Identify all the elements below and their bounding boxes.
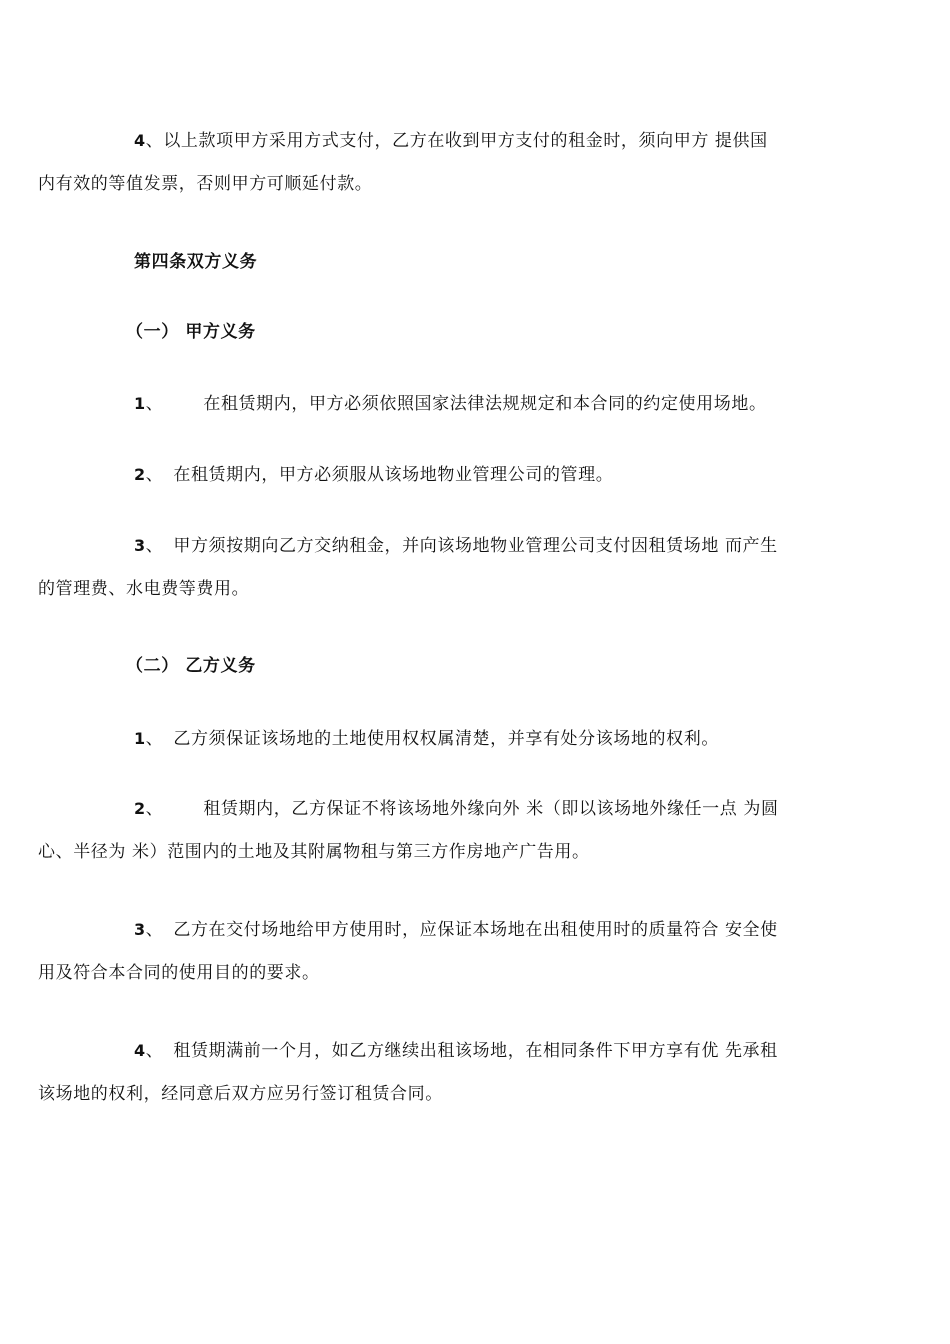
clause-text: 在租赁期内，甲方必须服从该场地物业管理公司的管理。 [173, 465, 614, 485]
party-b-obligations-heading: （二） 乙方义务 [126, 656, 256, 676]
party-b-item-2-line1 [86, 787, 866, 831]
party-b-item-3-line2: 用及符合本合同的使用目的的要求。 [38, 963, 320, 983]
party-a-item-1 [86, 382, 866, 426]
payment-clause-4-line1 [86, 119, 866, 163]
party-a-item-3-line2: 的管理费、水电费等费用。 [38, 579, 250, 599]
party-b-item-1-line [86, 717, 866, 761]
clause-separator: 、 [145, 394, 164, 414]
clause-text: 乙方须保证该场地的土地使用权权属清楚，并享有处分该场地的权利。 [173, 729, 719, 749]
clause-separator: 、 [145, 920, 164, 940]
clause-separator: 、 [145, 1041, 164, 1061]
party-b-item-2 [38, 787, 866, 874]
clause-number: 4 [134, 131, 146, 150]
party-b-item-3-line1 [86, 908, 866, 952]
party-a-obligations-heading: （一） 甲方义务 [126, 322, 256, 342]
clause-number: 1 [134, 729, 146, 748]
clause-text: 甲方须按期向乙方交纳租金，并向该场地物业管理公司支付因租赁场地 而产生 [173, 536, 778, 556]
party-a-item-1-line [86, 382, 866, 426]
clause-number: 3 [134, 920, 146, 939]
party-b-item-2-line2: 心、半径为 米）范围内的土地及其附属物租与第三方作房地产广告用。 [38, 842, 590, 862]
party-a-item-3 [38, 524, 866, 611]
party-a-item-2-line [86, 453, 866, 497]
clause-separator: 、 [145, 465, 164, 485]
clause-text: 租赁期满前一个月，如乙方继续出租该场地，在相同条件下甲方享有优 先承租 [173, 1041, 778, 1061]
party-b-item-4-line1 [86, 1029, 866, 1073]
party-b-item-1 [86, 717, 866, 761]
clause-separator: 、 [145, 799, 164, 819]
payment-clause-4-line2: 内有效的等值发票，否则甲方可顺延付款。 [38, 174, 373, 194]
clause-number: 2 [134, 799, 146, 818]
clause-number: 1 [134, 394, 146, 413]
party-b-item-4-line2: 该场地的权利，经同意后双方应另行签订租赁合同。 [38, 1084, 443, 1104]
clause-text: 乙方在交付场地给甲方使用时，应保证本场地在出租使用时的质量符合 安全使 [173, 920, 778, 940]
payment-clause-4 [38, 119, 866, 206]
clause-separator: 、 [145, 536, 164, 556]
party-b-item-3 [38, 908, 866, 995]
party-b-item-4 [38, 1029, 866, 1116]
article-4-heading: 第四条双方义务 [134, 252, 258, 272]
party-a-item-3-line1 [86, 524, 866, 568]
clause-text: 租赁期内，乙方保证不将该场地外缘向外 米（即以该场地外缘任一点 为圆 [203, 799, 779, 819]
clause-text: 在租赁期内，甲方必须依照国家法律法规规定和本合同的约定使用场地。 [203, 394, 767, 414]
clause-number: 2 [134, 465, 146, 484]
party-a-item-2 [86, 453, 866, 497]
clause-text: 、以上款项甲方采用方式支付，乙方在收到甲方支付的租金时，须向甲方 提供国 [145, 131, 768, 151]
clause-number: 3 [134, 536, 146, 555]
clause-separator: 、 [145, 729, 164, 749]
clause-number: 4 [134, 1041, 146, 1060]
